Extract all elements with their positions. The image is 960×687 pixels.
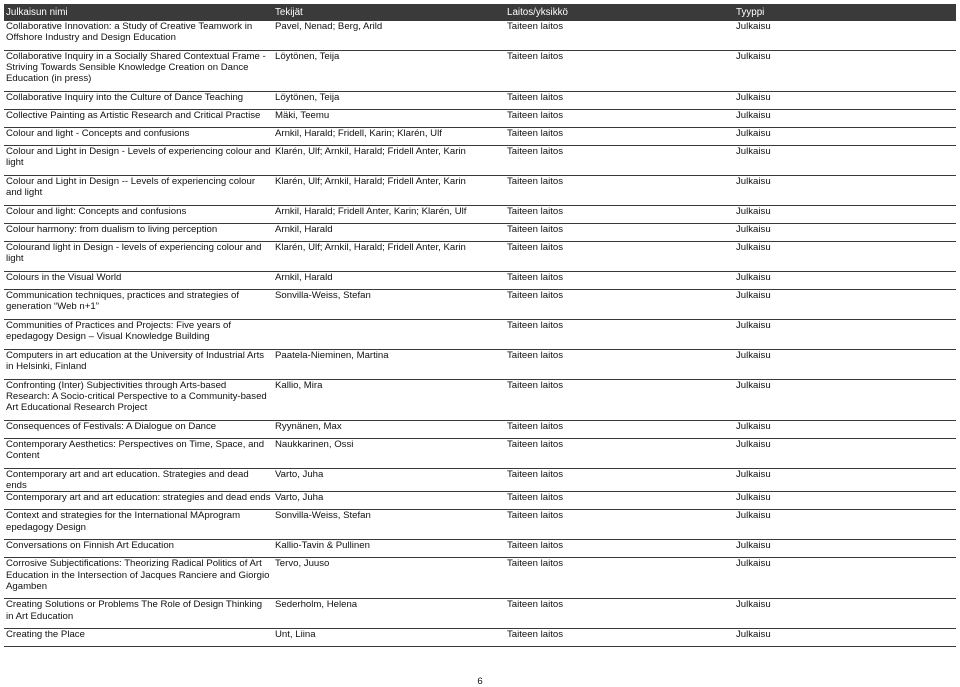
cell-type: Julkaisu — [734, 146, 956, 176]
cell-authors: Varto, Juha — [273, 469, 505, 492]
table-header-row — [4, 4, 956, 21]
page-number: 6 — [477, 676, 483, 687]
cell-department: Taiteen laitos — [505, 290, 734, 320]
column-header-authors: Tekijät — [273, 4, 505, 21]
table-row — [4, 128, 956, 146]
cell-authors: Klarén, Ulf; Arnkil, Harald; Fridell Anter, Karin — [273, 176, 505, 206]
cell-authors — [273, 320, 505, 350]
cell-title: Creating the Place — [4, 629, 273, 647]
cell-type: Julkaisu — [734, 540, 956, 558]
cell-authors: Löytönen, Teija — [273, 51, 505, 92]
cell-type: Julkaisu — [734, 272, 956, 290]
cell-department: Taiteen laitos — [505, 629, 734, 647]
publications-table — [4, 4, 956, 647]
table-row — [4, 558, 956, 599]
table-row — [4, 350, 956, 380]
cell-authors: Naukkarinen, Ossi — [273, 439, 505, 469]
cell-department: Taiteen laitos — [505, 492, 734, 510]
cell-department: Taiteen laitos — [505, 599, 734, 629]
cell-authors: Löytönen, Teija — [273, 92, 505, 110]
cell-authors: Klarén, Ulf; Arnkil, Harald; Fridell Anter, Karin — [273, 146, 505, 176]
cell-authors: Kallio, Mira — [273, 380, 505, 421]
cell-department: Taiteen laitos — [505, 510, 734, 540]
cell-department: Taiteen laitos — [505, 92, 734, 110]
cell-authors: Pavel, Nenad; Berg, Arild — [273, 21, 505, 51]
table-row — [4, 510, 956, 540]
cell-type: Julkaisu — [734, 242, 956, 272]
cell-type: Julkaisu — [734, 629, 956, 647]
cell-title: Contemporary art and art education: strategies and dead ends — [4, 492, 273, 510]
cell-type: Julkaisu — [734, 599, 956, 629]
cell-authors: Tervo, Juuso — [273, 558, 505, 599]
cell-authors: Unt, Liina — [273, 629, 505, 647]
cell-type: Julkaisu — [734, 558, 956, 599]
cell-department: Taiteen laitos — [505, 439, 734, 469]
cell-department: Taiteen laitos — [505, 224, 734, 242]
table-row — [4, 629, 956, 647]
cell-title: Colour and Light in Design -- Levels of experiencing colour and light — [4, 176, 273, 206]
cell-authors: Klarén, Ulf; Arnkil, Harald; Fridell Anter, Karin — [273, 242, 505, 272]
cell-type: Julkaisu — [734, 92, 956, 110]
table-row — [4, 176, 956, 206]
cell-title: Colour and light: Concepts and confusions — [4, 206, 273, 224]
column-header-title: Julkaisun nimi — [4, 4, 273, 21]
cell-type: Julkaisu — [734, 21, 956, 51]
cell-type: Julkaisu — [734, 492, 956, 510]
cell-department: Taiteen laitos — [505, 176, 734, 206]
cell-title: Colours in the Visual World — [4, 272, 273, 290]
cell-authors: Arnkil, Harald; Fridell, Karin; Klarén, Ulf — [273, 128, 505, 146]
cell-type: Julkaisu — [734, 350, 956, 380]
cell-department: Taiteen laitos — [505, 421, 734, 439]
cell-title: Conversations on Finnish Art Education — [4, 540, 273, 558]
cell-department: Taiteen laitos — [505, 540, 734, 558]
cell-authors: Arnkil, Harald — [273, 224, 505, 242]
table-row — [4, 492, 956, 510]
table-row — [4, 469, 956, 492]
table-row — [4, 146, 956, 176]
cell-authors: Sederholm, Helena — [273, 599, 505, 629]
table-row — [4, 272, 956, 290]
cell-type: Julkaisu — [734, 380, 956, 421]
cell-type: Julkaisu — [734, 110, 956, 128]
table-row — [4, 380, 956, 421]
cell-title: Colour and Light in Design - Levels of experiencing colour and light — [4, 146, 273, 176]
cell-title: Context and strategies for the International MAprogram epedagogy Design — [4, 510, 273, 540]
cell-department: Taiteen laitos — [505, 128, 734, 146]
cell-authors: Sonvilla-Weiss, Stefan — [273, 510, 505, 540]
cell-title: Communication techniques, practices and strategies of generation “Web n+1” — [4, 290, 273, 320]
cell-department: Taiteen laitos — [505, 558, 734, 599]
cell-authors: Mäki, Teemu — [273, 110, 505, 128]
cell-type: Julkaisu — [734, 421, 956, 439]
cell-title: Collaborative Inquiry in a Socially Shared Contextual Frame - Striving Towards Sensible Knowledge Creation on Dance Education (in press) — [4, 51, 273, 92]
cell-department: Taiteen laitos — [505, 110, 734, 128]
cell-type: Julkaisu — [734, 320, 956, 350]
cell-type: Julkaisu — [734, 51, 956, 92]
cell-title: Consequences of Festivals: A Dialogue on Dance — [4, 421, 273, 439]
cell-type: Julkaisu — [734, 290, 956, 320]
cell-title: Collective Painting as Artistic Research and Critical Practise — [4, 110, 273, 128]
cell-title: Collaborative Inquiry into the Culture of Dance Teaching — [4, 92, 273, 110]
cell-department: Taiteen laitos — [505, 380, 734, 421]
cell-authors: Ryynänen, Max — [273, 421, 505, 439]
cell-type: Julkaisu — [734, 439, 956, 469]
cell-department: Taiteen laitos — [505, 206, 734, 224]
cell-title: Colour harmony: from dualism to living perception — [4, 224, 273, 242]
table-row — [4, 421, 956, 439]
table-body — [4, 21, 956, 647]
cell-authors: Arnkil, Harald — [273, 272, 505, 290]
table-row — [4, 51, 956, 92]
column-header-type: Tyyppi — [734, 4, 956, 21]
document-page — [4, 4, 956, 647]
cell-type: Julkaisu — [734, 510, 956, 540]
cell-department: Taiteen laitos — [505, 320, 734, 350]
cell-type: Julkaisu — [734, 206, 956, 224]
cell-title: Contemporary art and art education. Strategies and dead ends — [4, 469, 273, 492]
cell-department: Taiteen laitos — [505, 469, 734, 492]
cell-type: Julkaisu — [734, 224, 956, 242]
cell-department: Taiteen laitos — [505, 146, 734, 176]
cell-authors: Kallio-Tavin & Pullinen — [273, 540, 505, 558]
cell-title: Confronting (Inter) Subjectivities through Arts-based Research: A Socio-critical Perspective to a Community-based Art Educational Research Project — [4, 380, 273, 421]
table-row — [4, 290, 956, 320]
table-row — [4, 110, 956, 128]
table-row — [4, 242, 956, 272]
cell-type: Julkaisu — [734, 469, 956, 492]
cell-title: Colourand light in Design - levels of experiencing colour and light — [4, 242, 273, 272]
cell-title: Computers in art education at the University of Industrial Arts in Helsinki, Finland — [4, 350, 273, 380]
table-row — [4, 224, 956, 242]
cell-title: Corrosive Subjectifications: Theorizing Radical Politics of Art Education in the Intersection of Jacques Ranciere and Giorgio Agamben — [4, 558, 273, 599]
cell-title: Collaborative Innovation: a Study of Creative Teamwork in Offshore Industry and Design Education — [4, 21, 273, 51]
cell-department: Taiteen laitos — [505, 350, 734, 380]
cell-title: Communities of Practices and Projects: Five years of epedagogy Design – Visual Knowledge Building — [4, 320, 273, 350]
table-row — [4, 206, 956, 224]
table-row — [4, 599, 956, 629]
cell-type: Julkaisu — [734, 176, 956, 206]
cell-department: Taiteen laitos — [505, 21, 734, 51]
table-row — [4, 540, 956, 558]
table-row — [4, 439, 956, 469]
cell-authors: Arnkil, Harald; Fridell Anter, Karin; Klarén, Ulf — [273, 206, 505, 224]
table-row — [4, 21, 956, 51]
cell-authors: Sonvilla-Weiss, Stefan — [273, 290, 505, 320]
cell-authors: Varto, Juha — [273, 492, 505, 510]
cell-department: Taiteen laitos — [505, 242, 734, 272]
table-row — [4, 92, 956, 110]
cell-title: Creating Solutions or Problems The Role of Design Thinking in Art Education — [4, 599, 273, 629]
column-header-department: Laitos/yksikkö — [505, 4, 734, 21]
cell-title: Colour and light - Concepts and confusions — [4, 128, 273, 146]
cell-authors: Paatela-Nieminen, Martina — [273, 350, 505, 380]
cell-title: Contemporary Aesthetics: Perspectives on Time, Space, and Content — [4, 439, 273, 469]
cell-department: Taiteen laitos — [505, 272, 734, 290]
cell-type: Julkaisu — [734, 128, 956, 146]
table-row — [4, 320, 956, 350]
cell-department: Taiteen laitos — [505, 51, 734, 92]
